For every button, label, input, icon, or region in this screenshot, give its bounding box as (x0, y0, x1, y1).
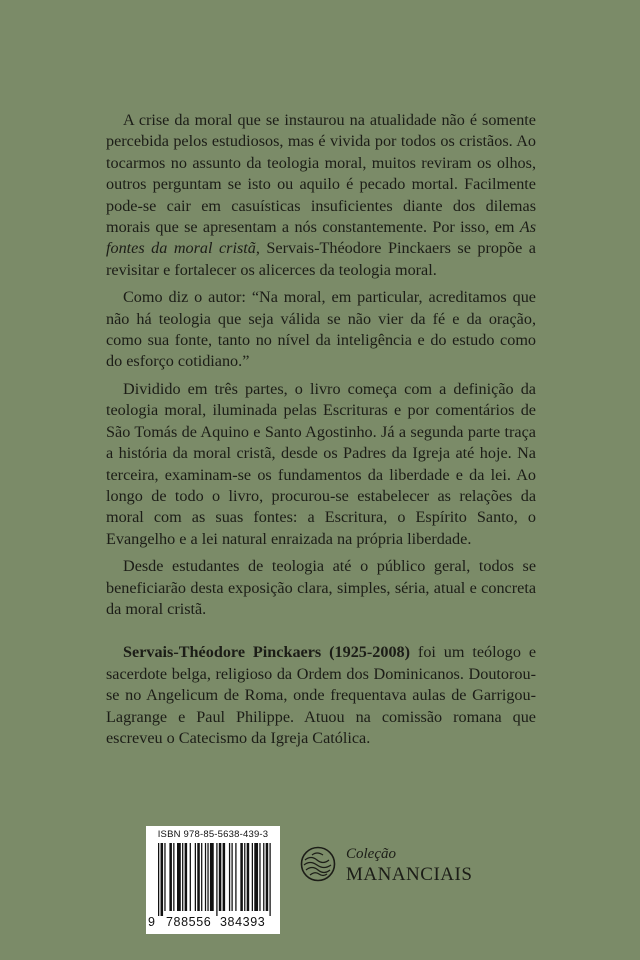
author-name: Servais-Théodore Pinckaers (123, 643, 322, 662)
barcode-bar (161, 843, 164, 916)
barcode-bar (240, 843, 243, 911)
barcode-bar (219, 843, 222, 911)
author-bio-text: foi um teólogo e sacerdote belga, religioso da Ordem dos Dominicanos. Doutorou-se no Angelicum de Roma, onde frequentava aulas de Garrigou-Lagrange e Paul Philippe. Atuou na comissão romana que escreveu o Catecismo da Igreja Católica. (106, 643, 537, 747)
barcode-bar (269, 843, 270, 916)
barcode-bar (263, 843, 264, 911)
author-years: (1925-2008) (329, 643, 411, 662)
blurb-paragraph-2: Como diz o autor: “Na moral, em particular, acreditamos que não há teologia que seja válida se não vier da fé e da oração, como sua fonte, tanto no nível da inteligência e do estudo como do esforço cotidiano.” (106, 288, 536, 371)
barcode-digits-group-2: 384393 (220, 915, 266, 929)
barcode-bar (197, 843, 200, 911)
barcode-bar (235, 843, 236, 911)
blurb-paragraph-1: A crise da moral que se instaurou na atualidade não é somente percebida pelos estudiosos, mas é vivida por todos os cristãos. Ao tocarmos no assunto da teologia moral, muitos reviram os olhos, outros perguntam se isto ou aquilo é pecado mortal. Facilmente pode-se cair em casuísticas insuficientes diante dos dilemas morais que se apresentam a nós constantemente. Por isso, em As fontes da moral cristã, Servais-Théodore Pinckaers se propõe a revisitar e fortalecer os alicerces da teologia moral. (106, 111, 536, 279)
barcode (146, 826, 280, 934)
barcode-bar (205, 843, 206, 911)
barcode-bar (244, 843, 245, 911)
barcode-bar (190, 843, 191, 911)
author-bio (106, 642, 536, 749)
barcode-bar (177, 843, 181, 911)
barcode-bar (216, 843, 217, 916)
barcode-bar (266, 843, 269, 911)
barcode-bar (173, 843, 174, 911)
collection-label: Coleção (346, 846, 396, 862)
barcode-bar (169, 843, 172, 911)
barcode-digit-lead: 9 (148, 915, 156, 929)
barcode-bar (259, 843, 260, 911)
spiral-water-emblem-icon (300, 846, 336, 882)
barcode-bar (247, 843, 250, 911)
barcode-bar (195, 843, 196, 911)
barcode-bar (185, 843, 188, 911)
collection-name: MANANCIAIS (346, 864, 473, 885)
barcode-bar (164, 843, 165, 911)
barcode-bar (158, 843, 159, 916)
barcode-digits-group-1: 788556 (166, 915, 212, 929)
barcode-bar (223, 843, 226, 911)
barcode-bar (201, 843, 202, 911)
barcode-bar (252, 843, 253, 911)
blurb-paragraph-3: Dividido em três partes, o livro começa com a definição da teologia moral, iluminada pelas Escrituras e por comentários de São Tomás de Aquino e Santo Agostinho. Já a segunda parte traça a história da moral cristã, desde os Padres da Igreja até hoje. Na terceira, examinam-se os fundamentos da liberdade e da lei. Ao longo de todo o livro, procurou-se estabelecer as relações da moral com as suas fontes: a Escritura, o Espírito Santo, o Evangelho e a lei natural enraizada na própria liberdade. (106, 379, 536, 548)
blurb-text (106, 110, 536, 755)
blurb-paragraph-4: Desde estudantes de teologia até o público geral, todos se beneficiarão desta exposição clara, simples, séria, atual e concreta da moral cristã. (106, 557, 536, 618)
barcode-bars (158, 843, 272, 916)
isbn-label: ISBN 978-85-5638-439-3 (157, 829, 269, 840)
barcode-bar (231, 843, 232, 911)
book-title: As fontes da moral cristã (106, 218, 536, 258)
barcode-bar (182, 843, 183, 911)
barcode-bar (229, 843, 230, 911)
barcode-bar (254, 843, 258, 911)
barcode-bar (210, 843, 214, 911)
barcode-bar (207, 843, 208, 911)
